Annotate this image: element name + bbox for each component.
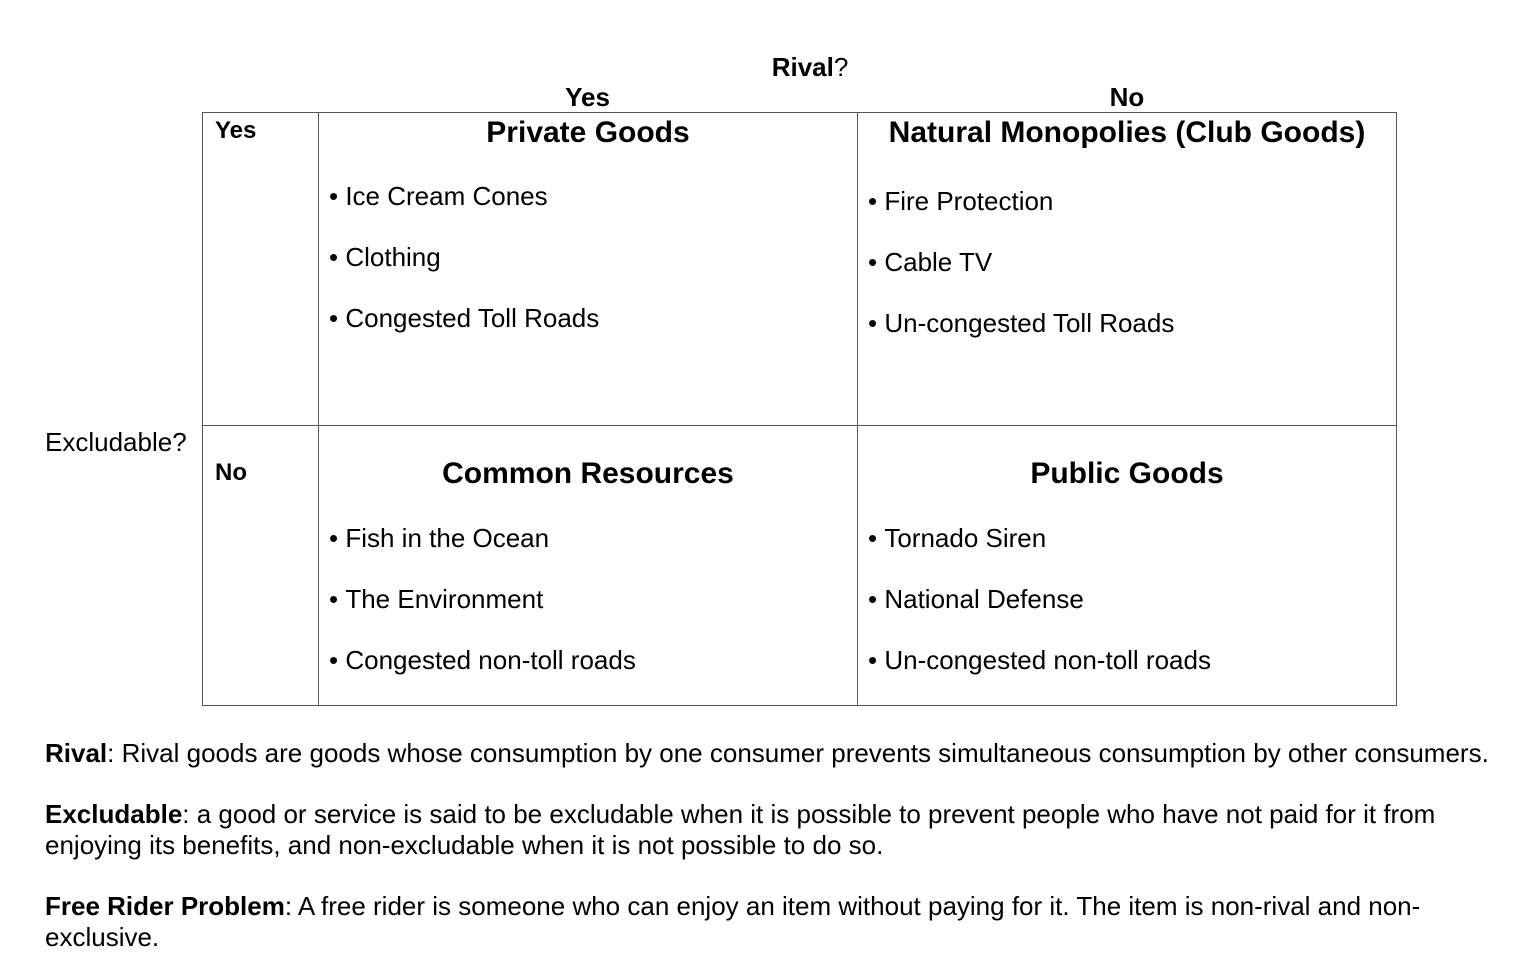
list-item: • Ice Cream Cones	[329, 166, 599, 227]
club-goods-list	[868, 171, 1174, 354]
goods-matrix	[202, 112, 1397, 706]
definition-excludable	[45, 799, 1435, 861]
rival-question-mark: ?	[833, 52, 849, 82]
common-resources-cell	[319, 426, 857, 705]
cell-title: Private Goods	[486, 116, 690, 149]
list-item: • Cable TV	[868, 232, 1174, 293]
list-item: • Fire Protection	[868, 171, 1174, 232]
public-goods-cell	[858, 426, 1396, 705]
definition-text: : Rival goods are goods whose consumption by one consumer prevents simultaneous consumption by other consumers.	[107, 738, 1489, 768]
definition-text-continued: enjoying its benefits, and non-excludable when it is not possible to do so.	[45, 830, 884, 860]
list-item: • The Environment	[329, 569, 636, 630]
public-goods-list	[868, 508, 1211, 691]
list-item: • Fish in the Ocean	[329, 508, 636, 569]
row-header-yes: Yes	[215, 117, 257, 144]
cell-title: Common Resources	[442, 457, 734, 490]
column-header-no: No	[1109, 82, 1145, 112]
definition-free-rider	[45, 891, 1420, 953]
private-goods-list	[329, 166, 599, 349]
definition-rival	[45, 738, 1489, 769]
definition-term: Excludable	[45, 799, 183, 829]
definition-term: Free Rider Problem	[45, 891, 285, 921]
row-header-no: No	[215, 459, 247, 486]
excludable-label: Excludable?	[45, 427, 187, 457]
list-item: • Un-congested Toll Roads	[868, 293, 1174, 354]
column-header-yes: Yes	[565, 82, 610, 112]
common-resources-list	[329, 508, 636, 691]
list-item: • Congested Toll Roads	[329, 288, 599, 349]
list-item: • Congested non-toll roads	[329, 630, 636, 691]
list-item: • Tornado Siren	[868, 508, 1211, 569]
list-item: • National Defense	[868, 569, 1211, 630]
list-item: • Un-congested non-toll roads	[868, 630, 1211, 691]
definition-text: : a good or service is said to be excludable when it is possible to prevent people who have not paid for it from	[182, 799, 1436, 829]
definition-term: Rival	[45, 738, 108, 768]
definition-text: : A free rider is someone who can enjoy an item without paying for it. The item is non-rival and non-	[284, 891, 1421, 921]
list-item: • Clothing	[329, 227, 599, 288]
definition-text-continued: exclusive.	[45, 922, 160, 952]
rival-term: Rival	[771, 52, 834, 82]
rival-heading	[0, 52, 1535, 83]
club-goods-cell	[858, 113, 1396, 425]
cell-title: Public Goods	[1030, 457, 1224, 490]
cell-title: Natural Monopolies (Club Goods)	[888, 116, 1366, 149]
private-goods-cell	[319, 113, 857, 425]
